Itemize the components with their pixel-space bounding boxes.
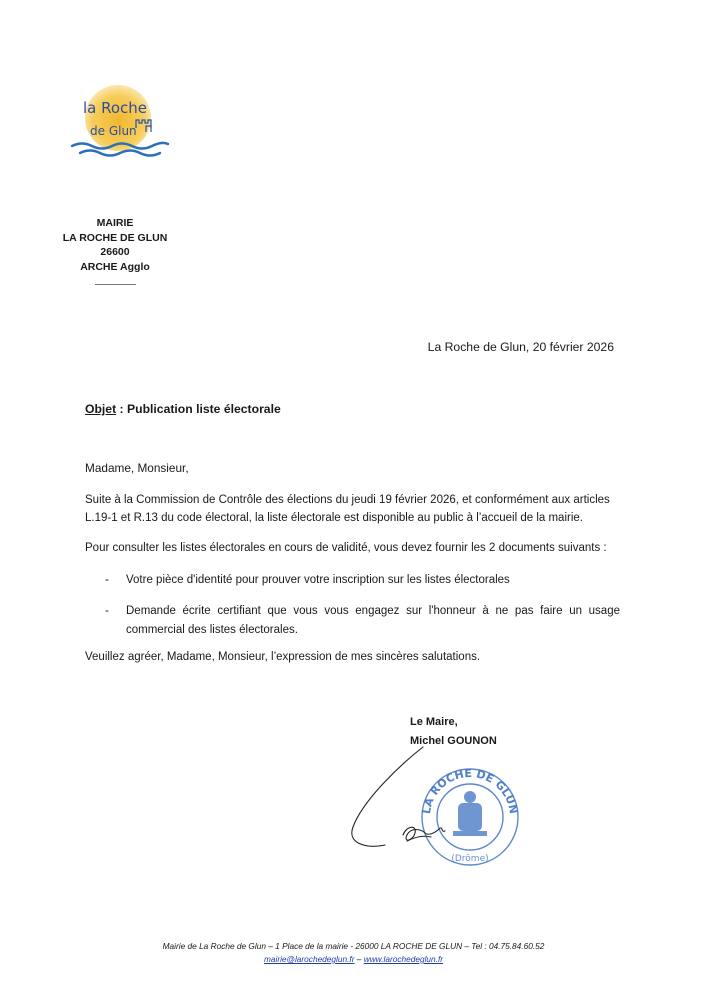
footer-separator: – <box>354 954 364 964</box>
subject-text: Publication liste électorale <box>127 402 281 416</box>
subject-line <box>85 402 281 416</box>
signatory-title: Le Maire, <box>410 716 458 728</box>
footer-address: Mairie de La Roche de Glun – 1 Place de la mairie - 26000 LA ROCHE DE GLUN – Tel : 04.75.84.60.52 <box>162 941 545 951</box>
logo-line1: la Roche <box>83 99 148 117</box>
letter-date: La Roche de Glun, 20 février 2026 <box>427 340 614 354</box>
sender-line: ARCHE Agglo <box>80 260 150 273</box>
paragraph-line: Suite à la Commission de Contrôle des élections du jeudi 19 février 2026, et conformément aux articles <box>85 494 610 506</box>
footer-website-link[interactable]: www.larochedeglun.fr <box>363 954 444 964</box>
stamp-emblem <box>453 791 487 836</box>
sender-block <box>40 216 190 274</box>
list-item-text: Demande écrite certifiant que vous vous engagez sur l'honneur à ne pas faire un usage <box>126 605 620 617</box>
sender-line: LA ROCHE DE GLUN <box>62 231 168 244</box>
official-stamp <box>345 745 525 875</box>
salutation: Madame, Monsieur, <box>85 461 189 475</box>
paragraph-2: Pour consulter les listes électorales en cours de validité, vous devez fournir les 2 documents suivants : <box>85 542 607 554</box>
sun-shape <box>85 85 151 151</box>
closing-paragraph: Veuillez agréer, Madame, Monsieur, l’expression de mes sincères salutations. <box>85 651 481 663</box>
list-item-text: Votre pièce d'identité pour prouver votre inscription sur les listes électorales <box>126 574 510 586</box>
bullet-marker: - <box>105 605 109 617</box>
list-item-text: commercial des listes électorales. <box>126 624 298 636</box>
paragraph-1 <box>85 491 625 527</box>
stamp-text: LA ROCHE DE GLUN <box>420 766 521 815</box>
footer-email-link[interactable]: mairie@larochedeglun.fr <box>263 954 355 964</box>
subject-label: Objet <box>85 402 117 416</box>
subject-separator: : <box>116 402 127 416</box>
town-logo <box>70 80 170 160</box>
paragraph-line: L.19-1 et R.13 du code électoral, la liste électorale est disponible au public à l’accueil de la mairie. <box>85 512 583 524</box>
signatory-name: Michel GOUNON <box>410 735 497 747</box>
divider <box>95 284 136 285</box>
sender-line: MAIRIE <box>96 217 134 229</box>
stamp-bottom-text: (Drôme) <box>451 854 489 864</box>
bullet-marker: - <box>105 574 109 586</box>
sender-line: 26600 <box>100 246 130 258</box>
footer <box>0 940 707 966</box>
logo-line2: de Glun <box>90 124 137 138</box>
